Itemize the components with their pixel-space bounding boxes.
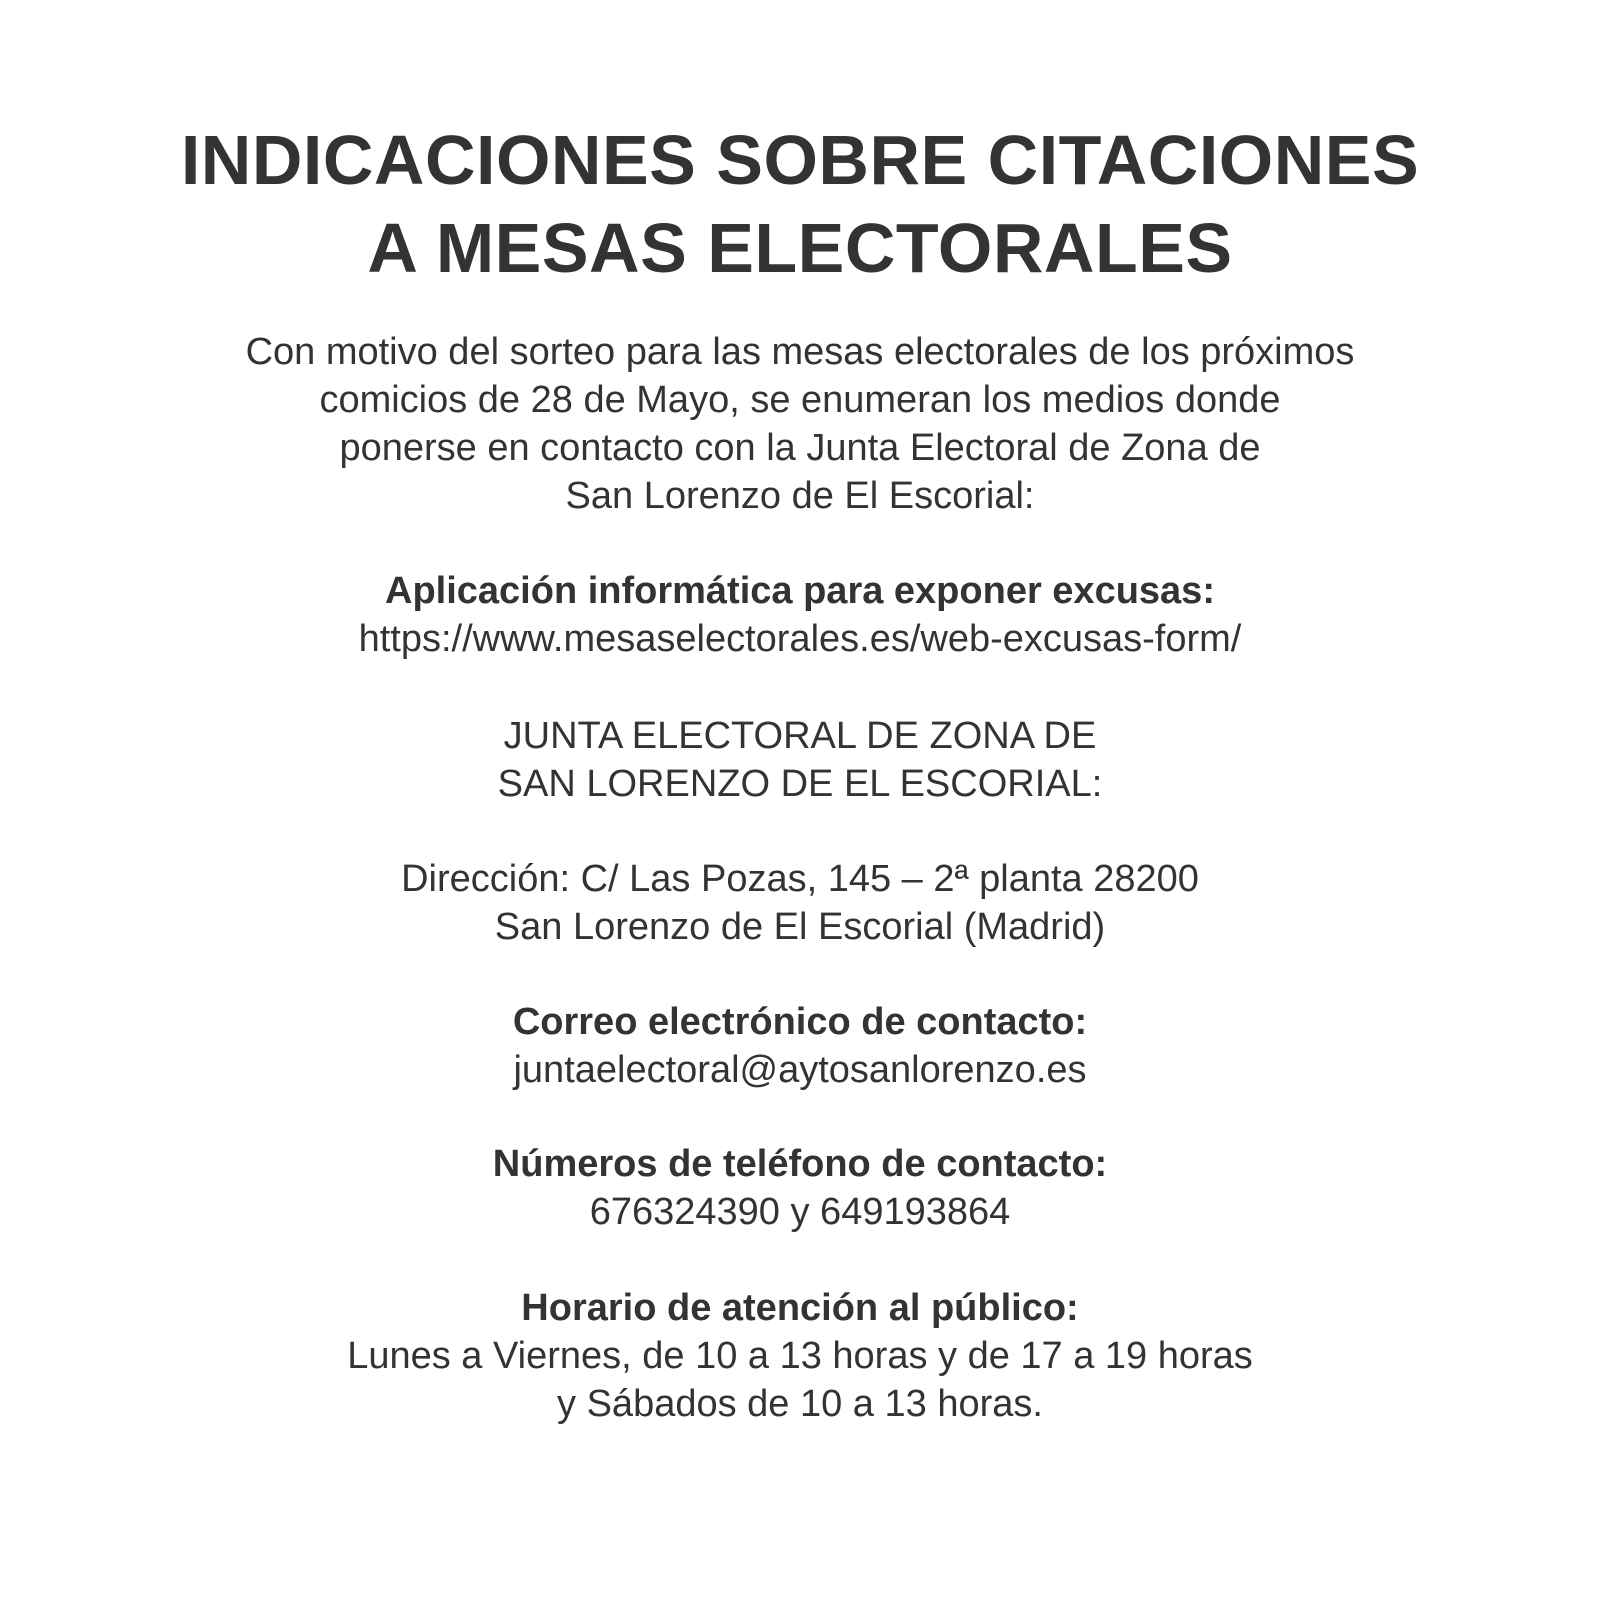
junta-line-2: SAN LORENZO DE EL ESCORIAL: (497, 763, 1103, 805)
email-value[interactable]: juntaelectoral@aytosanlorenzo.es (513, 1049, 1087, 1091)
hours-heading: Horario de atención al público: (521, 1287, 1079, 1329)
hours-line-2: y Sábados de 10 a 13 horas. (557, 1383, 1043, 1425)
hours-line-1: Lunes a Viernes, de 10 a 13 horas y de 17 a 19 horas (347, 1335, 1253, 1377)
app-section (0, 567, 1600, 663)
address-section (0, 855, 1600, 951)
page-title-line-2: A MESAS ELECTORALES (367, 209, 1233, 287)
phone-section (0, 1140, 1600, 1236)
phone-value: 676324390 y 649193864 (589, 1191, 1011, 1233)
app-heading: Aplicación informática para exponer excusas: (385, 570, 1215, 612)
junta-section (0, 712, 1600, 808)
intro-line: comicios de 28 de Mayo, se enumeran los medios donde (319, 379, 1281, 421)
intro-paragraph (0, 328, 1600, 520)
intro-line: San Lorenzo de El Escorial: (565, 475, 1035, 517)
intro-line: Con motivo del sorteo para las mesas electorales de los próximos (245, 331, 1355, 373)
email-section (0, 998, 1600, 1094)
excuses-form-link[interactable]: https://www.mesaselectorales.es/web-excusas-form/ (358, 618, 1242, 660)
hours-section (0, 1284, 1600, 1428)
address-line-1: Dirección: C/ Las Pozas, 145 – 2ª planta 28200 (401, 858, 1199, 900)
address-line-2: San Lorenzo de El Escorial (Madrid) (494, 906, 1106, 948)
intro-line: ponerse en contacto con la Junta Electoral de Zona de (339, 427, 1261, 469)
page-title-line-1: INDICACIONES SOBRE CITACIONES (180, 121, 1420, 199)
phone-heading: Números de teléfono de contacto: (492, 1143, 1108, 1185)
email-heading: Correo electrónico de contacto: (512, 1001, 1088, 1043)
junta-line-1: JUNTA ELECTORAL DE ZONA DE (503, 715, 1097, 757)
